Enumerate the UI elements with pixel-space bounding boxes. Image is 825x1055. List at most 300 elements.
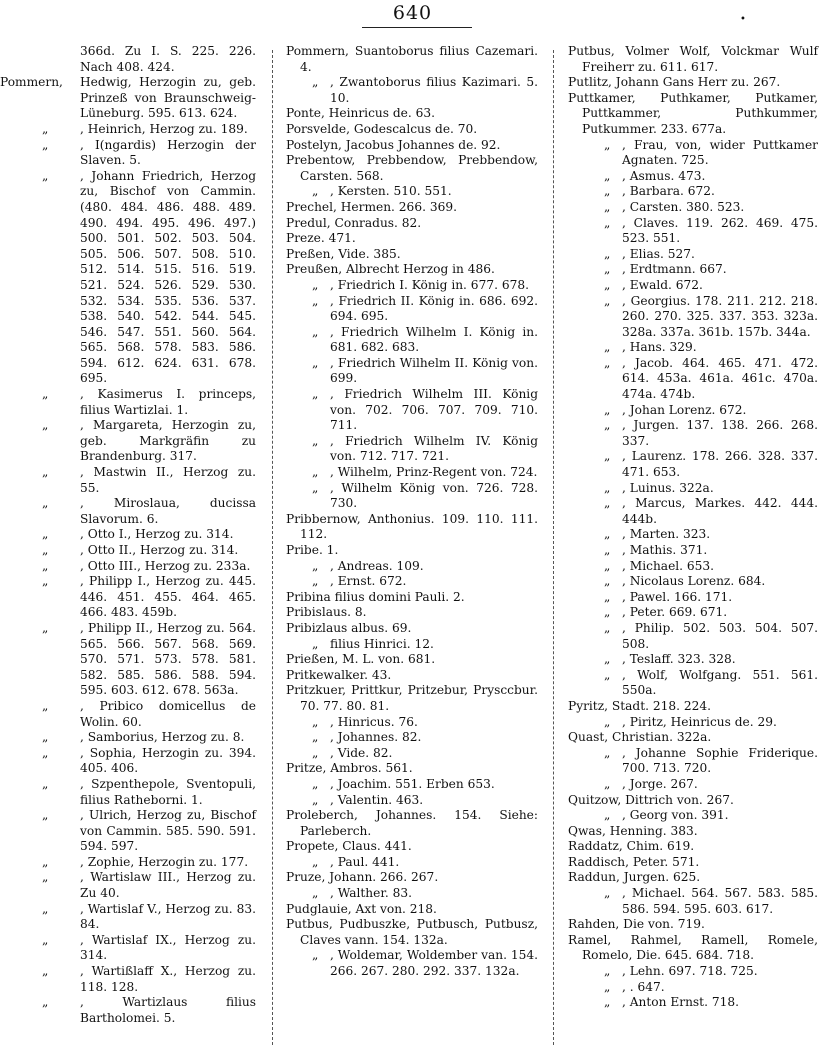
entry-text: , Michael. 564. 567. 583. 585. 586. 594. 595. 603. 617. — [622, 886, 818, 916]
ditto-mark: „ — [42, 543, 49, 557]
index-entry — [568, 980, 818, 996]
entry-text: Pyritz, Stadt. 218. 224. — [568, 698, 711, 713]
ditto-mark: „ — [42, 387, 49, 402]
index-entry — [568, 44, 818, 75]
index-entry — [568, 527, 818, 543]
entry-text: Preußen, Albrecht Herzog in 486. — [286, 262, 495, 277]
ditto-mark: „ — [604, 137, 611, 152]
entry-text: Preßen, Vide. 385. — [286, 246, 401, 261]
index-entry — [286, 808, 538, 839]
entry-text: Pruze, Johann. 266. 267. — [286, 870, 439, 885]
entry-text: Preze. 471. — [286, 231, 356, 246]
index-entry — [286, 356, 538, 387]
ditto-mark: „ — [604, 402, 611, 417]
entry-text: , Wartislaf V., Herzog zu. 83. 84. — [80, 901, 256, 932]
entry-text: Postelyn, Jacobus Johannes de. 92. — [286, 137, 501, 152]
index-entry — [286, 465, 538, 481]
entry-text: Pribina filius domini Pauli. 2. — [286, 589, 465, 604]
index-entry — [286, 668, 538, 684]
index-entry — [286, 200, 538, 216]
index-entry — [286, 715, 538, 731]
entry-text: Ramel, Rahmel, Ramell, Romele, Romelo, Die. 645. 684. 718. — [568, 932, 818, 963]
index-entry — [286, 543, 538, 559]
ditto-mark: „ — [312, 574, 319, 589]
entry-text: , Lehn. 697. 718. 725. — [622, 964, 758, 979]
index-column-left — [0, 44, 256, 1026]
index-entry — [286, 325, 538, 356]
ditto-mark: „ — [604, 558, 611, 573]
entry-text: , Philip. 502. 503. 504. 507. 508. — [622, 620, 818, 651]
ditto-mark: „ — [604, 340, 611, 355]
ditto-mark: „ — [312, 75, 319, 90]
entry-text: , I(ngardis) Herzogin der Slaven. 5. — [80, 137, 256, 168]
ditto-mark: „ — [312, 886, 319, 901]
ditto-mark: „ — [604, 808, 611, 823]
entry-text: , Anton Ernst. 718. — [622, 995, 739, 1010]
entry-text: , Miroslaua, ducissa Slavorum. 6. — [80, 496, 256, 526]
ditto-mark: „ — [42, 745, 49, 760]
index-entry — [568, 824, 818, 840]
entry-text: , Joachim. 551. Erben 653. — [330, 776, 495, 791]
index-entry — [286, 262, 538, 278]
entry-text: , Pawel. 166. 171. — [622, 589, 733, 604]
entry-text: , Vide. 82. — [330, 745, 393, 760]
index-entry — [568, 403, 818, 419]
ditto-mark: „ — [604, 776, 611, 791]
index-entry — [568, 574, 818, 590]
index-entry — [286, 746, 538, 762]
entry-text: , Jacob. 464. 465. 471. 472. 614. 453a. 461a. 461c. 470a. 474a. 474b. — [622, 355, 818, 402]
ditto-mark: „ — [604, 745, 611, 760]
ditto-mark: „ — [604, 496, 611, 511]
ditto-mark: „ — [42, 465, 49, 480]
index-entry — [8, 933, 256, 964]
index-entry — [568, 730, 818, 746]
ditto-mark: „ — [604, 886, 611, 901]
ditto-mark: „ — [312, 293, 319, 308]
entry-text: , Sophia, Herzogin zu. 394. 405. 406. — [80, 745, 256, 776]
entry-text: , Hans. 329. — [622, 340, 697, 355]
index-entry — [568, 917, 818, 933]
ditto-mark: „ — [312, 948, 319, 963]
ditto-mark: „ — [604, 449, 611, 464]
ditto-mark: „ — [312, 324, 319, 339]
ditto-mark: „ — [604, 589, 611, 604]
index-entry — [568, 933, 818, 964]
index-entry — [8, 964, 256, 995]
index-column-right — [568, 44, 818, 1011]
index-entry — [8, 169, 256, 387]
index-entry — [8, 138, 256, 169]
entry-text: , Otto III., Herzog zu. 233a. — [80, 558, 251, 573]
ditto-mark: „ — [604, 277, 611, 292]
entry-text: Pudglauie, Axt von. 218. — [286, 901, 437, 916]
ditto-mark: „ — [604, 199, 611, 214]
entry-text: Putbus, Pudbuszke, Putbusch, Putbusz, Claves vann. 154. 132a. — [286, 917, 538, 947]
ditto-mark: „ — [604, 527, 611, 542]
entry-text: , Marcus, Markes. 442. 444. 444b. — [622, 496, 818, 526]
ditto-mark: „ — [42, 964, 49, 979]
header-mark: • — [740, 14, 746, 25]
entry-text: , Piritz, Heinricus de. 29. — [622, 714, 777, 729]
entry-text: , Erdtmann. 667. — [622, 262, 727, 277]
entry-text: , Ewald. 672. — [622, 277, 703, 292]
entry-text: , Barbara. 672. — [622, 184, 715, 199]
index-entry — [568, 200, 818, 216]
entry-text: Proleberch, Johannes. 154. Siehe: Parleberch. — [286, 808, 538, 838]
ditto-mark: „ — [312, 433, 319, 448]
ditto-mark: „ — [604, 262, 611, 277]
entry-text: , Carsten. 380. 523. — [622, 199, 745, 214]
index-entry — [568, 138, 818, 169]
index-entry — [286, 652, 538, 668]
entry-text: , Walther. 83. — [330, 886, 412, 901]
entry-text: Pribizlaus albus. 69. — [286, 620, 412, 635]
index-entry — [568, 496, 818, 527]
entry-text: , Ernst. 672. — [330, 574, 407, 589]
entry-text: , Otto I., Herzog zu. 314. — [80, 527, 234, 542]
entry-text: , Georgius. 178. 211. 212. 218. 260. 270. 325. 337. 353. 323a. 328a. 337a. 361b. 157b. 344a. — [622, 293, 818, 339]
ditto-mark: „ — [42, 168, 49, 183]
index-entry — [568, 559, 818, 575]
entry-text: , Mastwin II., Herzog zu. 55. — [80, 465, 256, 495]
index-entry — [568, 964, 818, 980]
index-entry — [8, 902, 256, 933]
entry-text: Rahden, Die von. 719. — [568, 917, 705, 932]
entry-text: Puttkamer, Puthkamer, Putkamer, Puttkammer, Puthkummer, Putkummer. 233. 677a. — [568, 90, 818, 136]
entry-text: Ponte, Heinricus de. 63. — [286, 106, 436, 121]
ditto-mark: „ — [604, 543, 611, 557]
ditto-mark: „ — [604, 355, 611, 370]
index-entry — [8, 418, 256, 465]
index-entry — [568, 91, 818, 138]
index-entry — [568, 777, 818, 793]
index-entry — [286, 231, 538, 247]
entry-text: , Philipp I., Herzog zu. 445. 446. 451. 455. 464. 465. 466. 483. 459b. — [80, 574, 256, 620]
index-entry — [8, 699, 256, 730]
entry-text: Hedwig, Herzogin zu, geb. Prinzeß von Braunschweig-Lüneburg. 595. 613. 624. — [80, 75, 256, 121]
ditto-mark: „ — [312, 636, 319, 651]
entry-text: , Margareta, Herzogin zu, geb. Markgräfin zu Brandenburg. 317. — [80, 418, 256, 464]
index-entry — [286, 434, 538, 465]
index-entry — [286, 387, 538, 434]
entry-text: , Otto II., Herzog zu. 314. — [80, 543, 239, 557]
ditto-mark: „ — [604, 667, 611, 682]
entry-text: Putlitz, Johann Gans Herr zu. 267. — [568, 75, 781, 90]
entry-text: Putbus, Volmer Wolf, Volckmar Wulf Freiherr zu. 611. 617. — [568, 44, 818, 74]
entry-text: , Samborius, Herzog zu. 8. — [80, 730, 245, 745]
ditto-mark: „ — [312, 792, 319, 807]
ditto-mark: „ — [312, 277, 319, 292]
index-entry — [286, 730, 538, 746]
entry-text: , Friedrich Wilhelm IV. König von. 712. 717. 721. — [330, 433, 538, 464]
index-entry — [286, 247, 538, 263]
entry-text: , Zwantoborus filius Kazimari. 5. 10. — [330, 75, 538, 105]
ditto-mark: „ — [604, 605, 611, 620]
index-entry — [568, 746, 818, 777]
index-entry — [568, 294, 818, 341]
entry-text: , Paul. 441. — [330, 854, 400, 869]
entry-text: Qwas, Henning. 383. — [568, 823, 698, 838]
index-entry — [568, 590, 818, 606]
ditto-mark: „ — [312, 776, 319, 791]
index-entry — [286, 637, 538, 653]
index-entry — [286, 106, 538, 122]
index-entry — [568, 715, 818, 731]
ditto-mark: „ — [312, 714, 319, 729]
ditto-mark: „ — [42, 932, 49, 947]
index-entry — [8, 496, 256, 527]
entry-text: , Friedrich Wilhelm II. König von. 699. — [330, 355, 538, 386]
entry-text: , Laurenz. 178. 266. 328. 337. 471. 653. — [622, 449, 818, 480]
index-entry — [8, 855, 256, 871]
index-entry — [568, 855, 818, 871]
entry-text: , Wartislaw III., Herzog zu. Zu 40. — [80, 870, 256, 901]
index-entry — [286, 886, 538, 902]
entry-text: , Szpenthepole, Sventopuli, filius Ratheborni. 1. — [80, 776, 256, 807]
index-entry — [568, 543, 818, 559]
page-number: 640 — [392, 2, 433, 24]
index-entry — [8, 746, 256, 777]
ditto-mark: „ — [42, 527, 49, 542]
ditto-mark: „ — [42, 995, 49, 1010]
entry-text: , Wolf, Wolfgang. 551. 561. 550a. — [622, 667, 818, 698]
index-entry — [286, 216, 538, 232]
ditto-mark: „ — [312, 355, 319, 370]
ditto-mark: „ — [604, 964, 611, 979]
index-entry — [8, 621, 256, 699]
index-entry — [568, 75, 818, 91]
entry-text: , Friedrich I. König in. 677. 678. — [330, 277, 529, 292]
index-entry — [286, 870, 538, 886]
index-entry — [568, 278, 818, 294]
ditto-mark: „ — [604, 418, 611, 433]
entry-text: , Wartislaf IX., Herzog zu. 314. — [80, 932, 256, 963]
index-entry — [568, 793, 818, 809]
entry-text: Propete, Claus. 441. — [286, 839, 412, 854]
ditto-mark: „ — [604, 995, 611, 1010]
index-entry — [8, 808, 256, 855]
column-divider — [553, 50, 554, 1045]
index-entry — [286, 590, 538, 606]
entry-text: , Pribico domicellus de Wolin. 60. — [80, 698, 256, 729]
ditto-mark: „ — [42, 558, 49, 573]
ditto-mark: „ — [312, 480, 319, 495]
index-entry — [286, 122, 538, 138]
index-entry — [286, 793, 538, 809]
index-entry — [286, 777, 538, 793]
entry-text: , Georg von. 391. — [622, 808, 729, 823]
ditto-mark: „ — [42, 698, 49, 713]
ditto-mark: „ — [42, 620, 49, 635]
ditto-mark: „ — [42, 808, 49, 823]
ditto-mark: „ — [604, 480, 611, 495]
index-entry — [8, 387, 256, 418]
index-entry — [568, 216, 818, 247]
index-entry — [568, 668, 818, 699]
entry-text: , Wartißlaff X., Herzog zu. 118. 128. — [80, 964, 256, 994]
entry-text: Pommern, Suantoborus filius Cazemari. 4. — [286, 44, 538, 74]
ditto-mark: „ — [42, 121, 49, 136]
index-entry — [0, 75, 256, 122]
entry-text: , Hinricus. 76. — [330, 714, 418, 729]
index-entry — [568, 652, 818, 668]
entry-text: , Claves. 119. 262. 469. 475. 523. 551. — [622, 215, 818, 246]
entry-text: 366d. Zu I. S. 225. 226. Nach 408. 424. — [80, 44, 256, 74]
index-entry — [568, 995, 818, 1011]
index-entry — [286, 839, 538, 855]
index-entry — [568, 418, 818, 449]
entry-text: Raddun, Jurgen. 625. — [568, 870, 701, 885]
index-entry — [8, 44, 256, 75]
entry-text: , Philipp II., Herzog zu. 564. 565. 566. 567. 568. 569. 570. 571. 573. 578. 581. 582. 585. 586. 588. 594. 595. 603. 612. 678. 563a. — [80, 620, 256, 698]
index-entry — [568, 340, 818, 356]
entry-text: Pritzkuer, Prittkur, Pritzebur, Prysccbur. 70. 77. 80. 81. — [286, 683, 538, 713]
index-entry — [568, 449, 818, 480]
ditto-mark: „ — [42, 137, 49, 152]
ditto-mark: „ — [604, 293, 611, 308]
ditto-mark: „ — [312, 387, 319, 402]
index-entry — [568, 605, 818, 621]
entry-text: , Johannes. 82. — [330, 730, 422, 745]
entry-text: , Valentin. 463. — [330, 792, 424, 807]
ditto-mark: „ — [604, 574, 611, 589]
index-entry — [286, 621, 538, 637]
entry-text: Predul, Conradus. 82. — [286, 215, 422, 230]
index-entry — [8, 543, 256, 559]
entry-text: , Andreas. 109. — [330, 558, 424, 573]
entry-text: , Mathis. 371. — [622, 543, 708, 557]
index-entry — [8, 870, 256, 901]
column-divider — [272, 50, 273, 1045]
entry-text: , Johanne Sophie Friderique. 700. 713. 720. — [622, 745, 818, 776]
index-entry — [286, 948, 538, 979]
index-entry — [8, 559, 256, 575]
entry-text: Raddisch, Peter. 571. — [568, 854, 700, 869]
entry-text: , Heinrich, Herzog zu. 189. — [80, 121, 248, 136]
index-entry — [568, 870, 818, 886]
entry-text: , Ulrich, Herzog zu, Bischof von Cammin. 585. 590. 591. 594. 597. — [80, 808, 256, 854]
ditto-mark: „ — [604, 620, 611, 635]
index-entry — [286, 294, 538, 325]
index-entry — [286, 481, 538, 512]
index-entry — [8, 527, 256, 543]
ditto-mark: „ — [42, 574, 49, 589]
entry-text: Prießen, M. L. von. 681. — [286, 652, 436, 667]
index-entry — [568, 699, 818, 715]
ditto-mark: „ — [604, 246, 611, 261]
ditto-mark: „ — [312, 558, 319, 573]
ditto-mark: „ — [312, 745, 319, 760]
entry-text: Quast, Christian. 322a. — [568, 730, 712, 745]
entry-text: , Wilhelm, Prinz-Regent von. 724. — [330, 465, 538, 480]
index-entry — [568, 262, 818, 278]
entry-text: Pribbernow, Anthonius. 109. 110. 111. 112. — [286, 511, 538, 542]
entry-text: , Asmus. 473. — [622, 168, 706, 183]
index-entry — [568, 247, 818, 263]
index-entry — [286, 138, 538, 154]
entry-text: , Nicolaus Lorenz. 684. — [622, 574, 766, 589]
entry-text: , Peter. 669. 671. — [622, 605, 728, 620]
ditto-mark: „ — [604, 652, 611, 667]
entry-text: , Johann Friedrich, Herzog zu, Bischof von Cammin. (480. 484. 486. 488. 489. 490. 494. 495. 496. 497.) 500. 501. 502. 503. 504. 505. 506. 507. 508. 510. 512. 514. 515. 516. 519. 521. 524. 526. 529. 530. 532. 534. 535. 536. 537. 538. 540. 542. 544. 545. 546. 547. 551. 560. 564. 565. 568. 578. 583. 586. 594. 612. 624. 631. 678. 695. — [80, 168, 256, 386]
index-entry — [286, 605, 538, 621]
entry-text: Prebentow, Prebbendow, Prebbendow, Carsten. 568. — [286, 153, 538, 183]
index-entry — [286, 761, 538, 777]
entry-text: , Friedrich Wilhelm I. König in. 681. 682. 683. — [330, 324, 538, 355]
index-entry — [568, 169, 818, 185]
ditto-mark: „ — [604, 714, 611, 729]
ditto-mark: „ — [42, 418, 49, 433]
ditto-mark: „ — [42, 776, 49, 791]
entry-text: Pritze, Ambros. 561. — [286, 761, 413, 776]
index-entry — [286, 574, 538, 590]
entry-text: , . 647. — [622, 979, 665, 994]
index-entry — [286, 184, 538, 200]
index-entry — [568, 808, 818, 824]
entry-text: , Michael. 653. — [622, 558, 715, 573]
index-entry — [286, 559, 538, 575]
index-entry — [286, 44, 538, 75]
ditto-mark: „ — [604, 184, 611, 199]
index-entry — [286, 512, 538, 543]
entry-text: , Marten. 323. — [622, 527, 711, 542]
index-entry — [568, 839, 818, 855]
ditto-mark: „ — [312, 730, 319, 745]
index-entry — [286, 75, 538, 106]
index-entry — [8, 465, 256, 496]
index-entry — [286, 278, 538, 294]
entry-head: Pommern, — [0, 75, 63, 90]
ditto-mark: „ — [42, 870, 49, 885]
index-entry — [8, 730, 256, 746]
index-column-middle — [286, 44, 538, 980]
ditto-mark: „ — [42, 901, 49, 916]
index-entry — [568, 621, 818, 652]
entry-text: Porsvelde, Godescalcus de. 70. — [286, 121, 478, 136]
index-entry — [8, 777, 256, 808]
entry-text: , Woldemar, Woldember van. 154. 266. 267. 280. 292. 337. 132a. — [330, 948, 538, 979]
entry-text: Pritkewalker. 43. — [286, 667, 392, 682]
ditto-mark: „ — [312, 854, 319, 869]
entry-text: , Johan Lorenz. 672. — [622, 402, 747, 417]
entry-text: , Jorge. 267. — [622, 776, 698, 791]
ditto-mark: „ — [42, 496, 49, 511]
ditto-mark: „ — [42, 854, 49, 869]
index-entry — [568, 356, 818, 403]
entry-text: filius Hinrici. 12. — [330, 636, 434, 651]
ditto-mark: „ — [42, 730, 49, 745]
index-entry — [568, 886, 818, 917]
entry-text: , Zophie, Herzogin zu. 177. — [80, 854, 249, 869]
index-entry — [286, 683, 538, 714]
entry-text: , Jurgen. 137. 138. 266. 268. 337. — [622, 418, 818, 448]
entry-text: , Wilhelm König von. 726. 728. 730. — [330, 480, 538, 511]
index-entry — [8, 574, 256, 621]
entry-text: , Wartizlaus filius Bartholomei. 5. — [80, 995, 256, 1025]
index-entry — [8, 995, 256, 1026]
entry-text: , Friedrich Wilhelm III. König von. 702. 706. 707. 709. 710. 711. — [330, 387, 538, 433]
entry-text: , Kersten. 510. 551. — [330, 184, 452, 199]
entry-text: , Frau, von, wider Puttkamer Agnaten. 725. — [622, 137, 818, 168]
index-entry — [286, 855, 538, 871]
entry-text: , Elias. 527. — [622, 246, 695, 261]
entry-text: , Teslaff. 323. 328. — [622, 652, 736, 667]
ditto-mark: „ — [604, 168, 611, 183]
ditto-mark: „ — [312, 184, 319, 199]
entry-text: , Luinus. 322a. — [622, 480, 714, 495]
entry-text: Raddatz, Chim. 619. — [568, 839, 695, 854]
